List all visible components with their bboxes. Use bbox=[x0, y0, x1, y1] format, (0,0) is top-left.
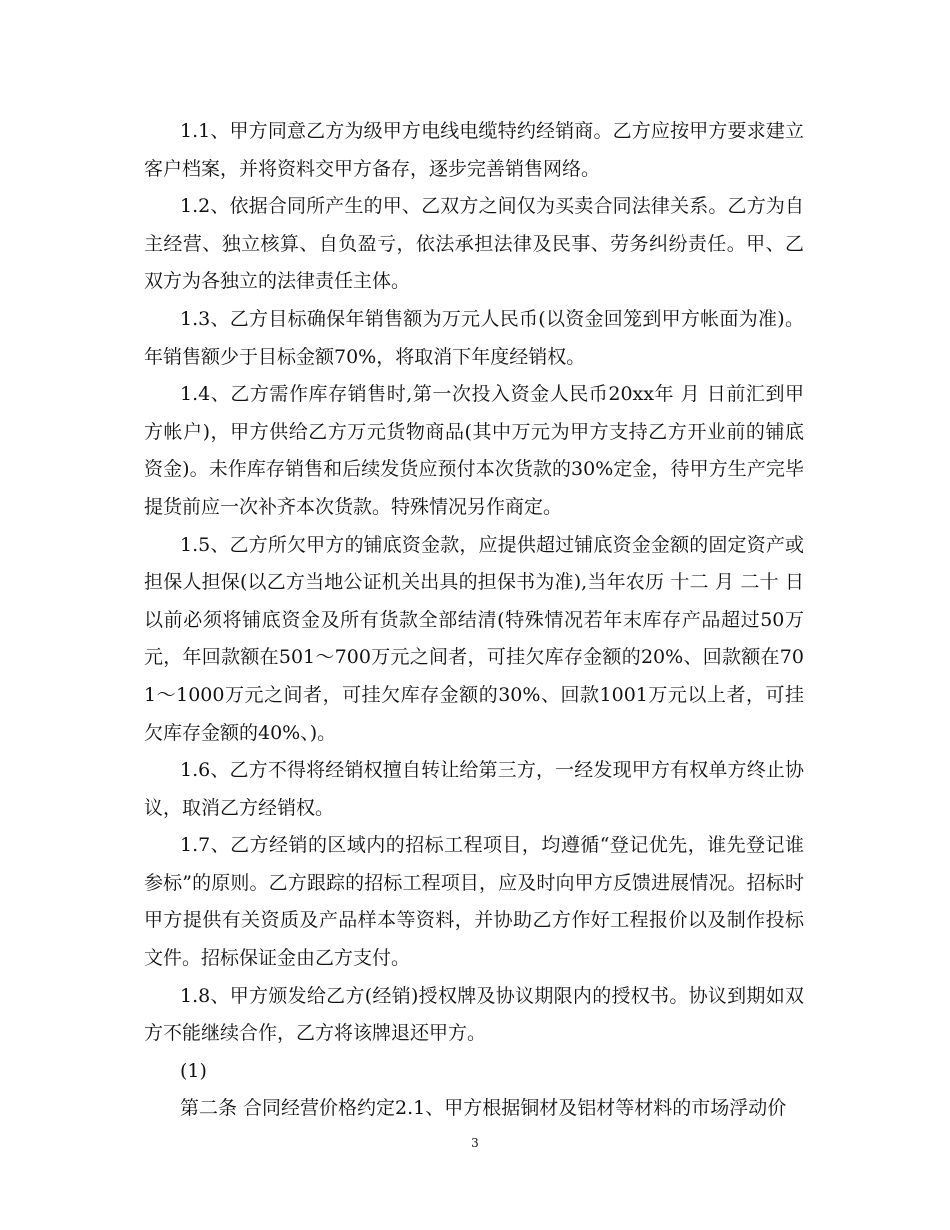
paragraph-1-4: 1.4、乙方需作库存销售时,第一次投入资金人民币20xx年 月 日前汇到甲方帐户)，甲方供给乙方万元货物商品(其中万元为甲方支持乙方开业前的铺底资金)。未作库存销售和后续发货应预付本次货款的30%定金，待甲方生产完毕提货前应一次补齐本次货款。特殊情况另作商定。 bbox=[144, 383, 804, 518]
article-two-heading: 第二条 合同经营价格约定2.1、甲方根据铜材及铝材等材料的市场浮动价 bbox=[180, 1097, 787, 1120]
paragraph-1-6: 1.6、乙方不得将经销权擅自转让给第三方，一经发现甲方有权单方终止协议，取消乙方经销权。 bbox=[144, 759, 804, 819]
document-body bbox=[144, 113, 804, 1128]
page-number: 3 bbox=[471, 1136, 479, 1150]
paragraph-1-2: 1.2、依据合同所产生的甲、乙双方之间仅为买卖合同法律关系。乙方为自主经营、独立核算、自负盈亏，依法承担法律及民事、劳务纠纷责任。甲、乙双方为各独立的法律责任主体。 bbox=[144, 195, 804, 293]
paragraph-1-8: 1.8、甲方颁发给乙方(经销)授权牌及协议期限内的授权书。协议到期如双方不能继续合作，乙方将该牌退还甲方。 bbox=[144, 984, 804, 1045]
paragraph-marker: (1) bbox=[180, 1059, 207, 1082]
paragraph-1-7: 1.7、乙方经销的区域内的招标工程项目，均遵循“登记优先，谁先登记谁参标”的原则。乙方跟踪的招标工程项目，应及时向甲方反馈进展情况。招标时甲方提供有关资质及产品样本等资料，并协助乙方作好工程报价以及制作投标文件。招标保证金由乙方支付。 bbox=[144, 834, 804, 970]
paragraph-1-1: 1.1、甲方同意乙方为级甲方电线电缆特约经销商。乙方应按甲方要求建立客户档案，并将资料交甲方备存，逐步完善销售网络。 bbox=[144, 120, 804, 180]
paragraph-1-5: 1.5、乙方所欠甲方的铺底资金款，应提供超过铺底资金金额的固定资产或担保人担保(以乙方当地公证机关出具的担保书为准),当年农历 十二 月 二十 日以前必须将铺底资金及所有货款全部结清(特殊情况若年末库存产品超过50万元，年回款额在501～700万元之间者，可挂欠库存金额的20%、回款额在701～1000万元之间者，可挂欠库存金额的30%、回款1001万元以上者，可挂欠库存金额的40%、)。 bbox=[144, 533, 804, 744]
paragraph-1-3: 1.3、乙方目标确保年销售额为万元人民币(以资金回笼到甲方帐面为准)。年销售额少于目标金额70%，将取消下年度经销权。 bbox=[144, 307, 804, 368]
